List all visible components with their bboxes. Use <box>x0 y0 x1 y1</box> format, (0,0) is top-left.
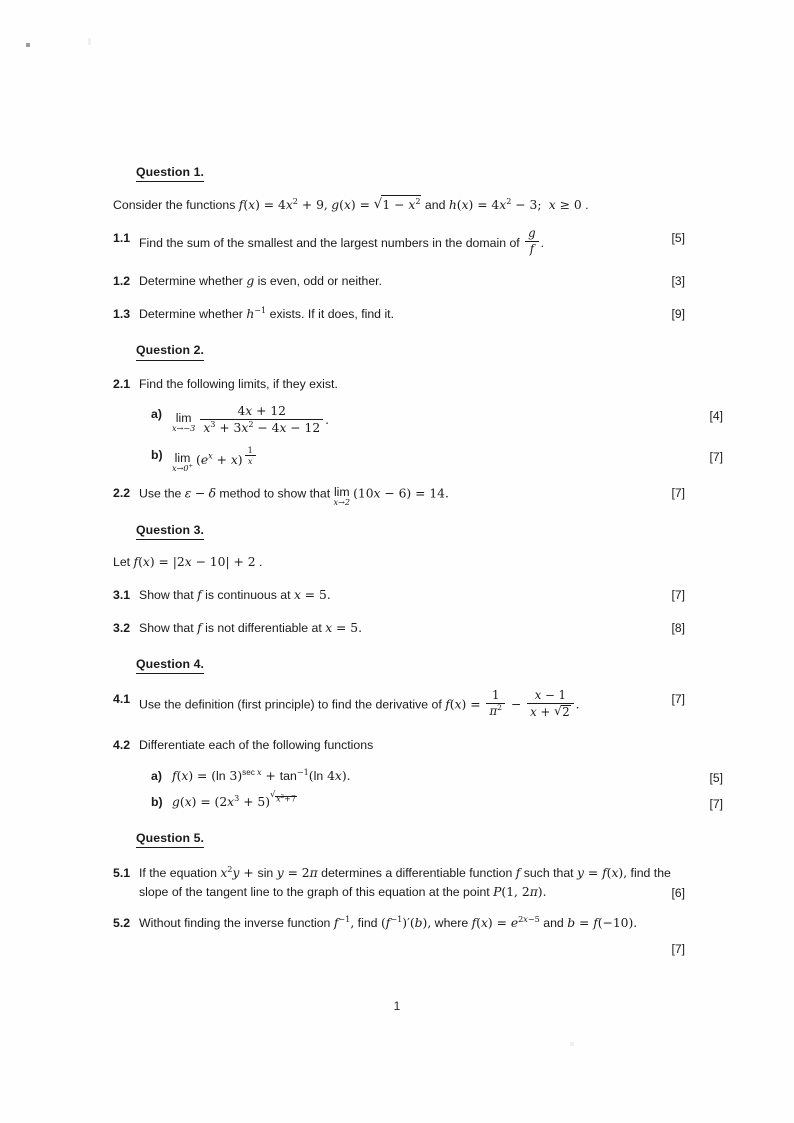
item-1-3 <box>113 305 685 324</box>
question-1-block <box>113 163 685 182</box>
item-2-1 <box>113 375 685 394</box>
item-4-2 <box>113 736 685 755</box>
item-2-2-text: Use the ε − δ method to show that lim x→2 (10x − 6) = 14. <box>139 484 449 507</box>
item-1-2 <box>113 272 685 291</box>
item-2-1-a-label: a) <box>151 406 162 421</box>
question-3-intro: Let f(x) = |2x − 10| + 2 . <box>113 555 263 570</box>
scan-artifact-bottom <box>570 1042 574 1046</box>
question-4-heading: Question 4. <box>136 657 204 674</box>
scan-artifact-top <box>26 43 30 47</box>
item-1-2-number: 1.2 <box>113 274 131 289</box>
question-5-heading: Question 5. <box>136 831 204 848</box>
item-4-2-text: Differentiate each of the following functions <box>139 737 374 752</box>
item-3-2-text: Show that f is not differentiable at x = 5. <box>139 620 362 635</box>
item-3-1 <box>113 586 685 605</box>
question-1-heading: Question 1. <box>136 165 204 182</box>
scan-artifact-top-right <box>88 38 91 45</box>
question-3-heading: Question 3. <box>136 523 204 540</box>
item-1-1-number: 1.1 <box>113 230 131 245</box>
page-number: 1 <box>393 999 401 1013</box>
item-2-2 <box>113 484 685 507</box>
item-2-1-b <box>151 444 723 474</box>
item-1-1-marks: [5] <box>671 230 685 245</box>
item-4-2-b <box>151 793 723 812</box>
item-3-1-number: 3.1 <box>113 587 131 602</box>
item-5-1-number: 5.1 <box>113 866 131 881</box>
question-2-block <box>113 341 685 360</box>
item-3-2-marks: [8] <box>671 620 685 635</box>
item-4-1 <box>113 687 685 721</box>
exam-content <box>113 163 723 957</box>
item-4-2-b-marks: [7] <box>709 797 723 812</box>
item-4-2-a-text: f(x) = (ln $3)^{sec x} + \tan^{-1}(\ln$ 4x). <box>172 766 351 783</box>
question-2-heading: Question 2. <box>136 343 204 360</box>
item-5-2-marks: [7] <box>671 942 685 957</box>
item-2-1-a-marks: [4] <box>709 408 723 423</box>
question-5-block <box>113 829 685 848</box>
item-4-2-b-label: b) <box>151 795 163 810</box>
item-1-2-text: Determine whether g is even, odd or neither. <box>139 274 383 289</box>
item-1-1-text: Find the sum of the smallest and the largest numbers in the domain of $\frac{g}{f}$ . <box>139 226 545 257</box>
item-2-1-b-marks: [7] <box>709 449 723 464</box>
item-1-3-text: Determine whether $h^{-1}$ exists. If it does, find it. <box>139 305 395 322</box>
item-2-1-a-text: lim x→−3 $\frac{4x + 12}{x^3 + 3x^2 - 4x - 12}$ . <box>172 404 330 435</box>
item-5-1-text: If the equation $x^2y + \sin y = 2\pi$ determines a differentiable function f such that y = f(x), find the slope of the tangent line to the graph of this equation at the point P(1, 2π). <box>139 864 671 900</box>
item-2-1-b-text: lim x→0+ $(e^x + x)$ $^{\frac{1}{x}}$ <box>172 446 685 471</box>
item-5-2-number: 5.2 <box>113 916 131 931</box>
item-4-1-text: Use the definition (first principle) to find the derivative of f(x) = $\frac{1}{\pi^2}$ − $\frac{x - 1}{x + √ 2}$ . <box>139 690 685 721</box>
item-3-2 <box>113 619 685 638</box>
item-1-1 <box>113 226 685 259</box>
item-4-2-a <box>151 766 723 785</box>
item-3-1-text: Show that f is continuous at x = 5. <box>139 587 331 602</box>
item-3-2-number: 3.2 <box>113 620 131 635</box>
item-4-1-number: 4.1 <box>113 692 131 707</box>
item-4-2-number: 4.2 <box>113 737 131 752</box>
item-2-2-marks: [7] <box>671 485 685 500</box>
question-1-intro: Consider the functions $f(x) = 4x^2 + 9$, g(x) = √ $1 - x^2$ and $h(x) = 4x^2 - 3$; x ≥ 0 . <box>113 195 685 214</box>
item-4-1-marks: [7] <box>671 692 685 707</box>
item-2-1-number: 2.1 <box>113 376 131 391</box>
item-1-3-marks: [9] <box>671 307 685 322</box>
item-4-2-b-text: $g(x) = (2x^3 + 5)$ √ $^{x^2+7}$ <box>172 793 685 811</box>
item-5-2 <box>113 914 685 933</box>
item-1-2-marks: [3] <box>671 274 685 289</box>
item-2-1-text: Find the following limits, if they exist. <box>139 376 338 391</box>
item-4-2-a-marks: [5] <box>709 770 723 785</box>
item-5-2-text: Without finding the inverse function $f^{-1}$, find $(f^{-1})'(b)$, where $f(x) = e^{2x-5}$ and b = f(−10). <box>139 914 638 931</box>
item-2-2-number: 2.2 <box>113 485 131 500</box>
item-2-1-a <box>151 404 723 436</box>
item-4-2-a-label: a) <box>151 768 162 783</box>
item-2-1-b-label: b) <box>151 447 163 462</box>
question-4-block <box>113 655 685 674</box>
item-5-1-marks: [6] <box>671 886 685 901</box>
item-3-1-marks: [7] <box>671 587 685 602</box>
question-3-block <box>113 521 685 540</box>
item-1-3-number: 1.3 <box>113 307 131 322</box>
